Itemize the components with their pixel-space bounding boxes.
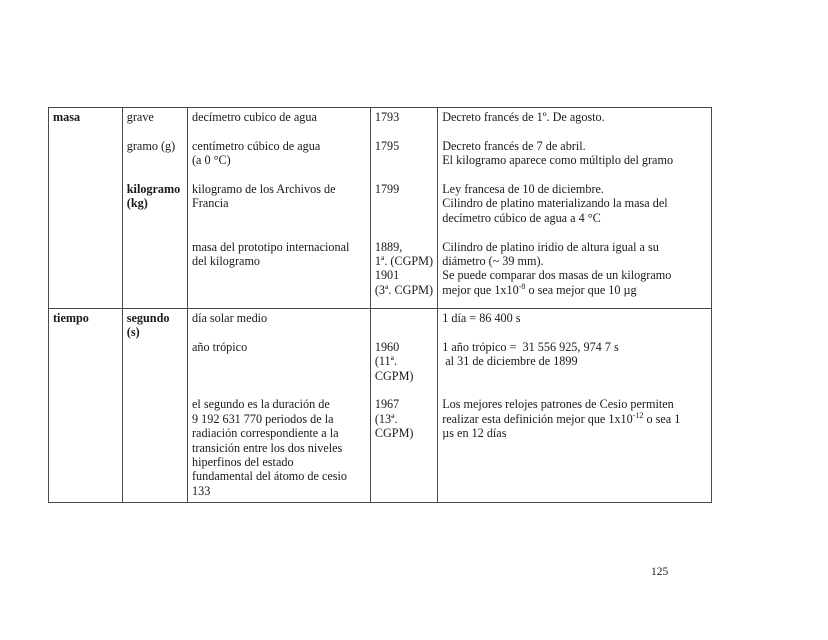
exponent: -8 [518,281,526,291]
note-fragment: realizar esta definición mejor que 1x10 [442,411,633,426]
unit-name: gramo (g) [126,138,176,153]
quantity-cell [49,108,123,309]
year-text: CGPM) [374,368,414,383]
note-text: Cilindro de platino materializando la masa del [442,196,668,211]
definition-text: radiación correspondiente a la [192,426,339,441]
note-text: µs en 12 días [442,426,507,441]
definition-text: Francia [192,196,229,211]
note-text: al 31 de diciembre de 1899 [442,354,578,369]
definition-text: kilogramo de los Archivos de [192,182,336,196]
note-text: 1 día = 86 400 s [442,311,521,325]
year-cell [370,309,437,503]
definition-text: del kilogramo [192,254,261,268]
note-text: diámetro (~ 39 mm). [442,254,544,269]
exponent: -12 [632,410,644,420]
definition-text: el segundo es la duración de [192,397,330,412]
note-text: El kilogramo aparece como múltiplo del gramo [442,153,674,168]
year-text: 1889, [374,239,403,254]
year-cell [370,108,437,309]
note-text: Los mejores relojes patrones de Cesio permiten [442,397,674,412]
note-text [442,412,707,426]
table-row-masa [49,108,712,309]
note-text: Se puede comparar dos masas de un kilogramo [442,268,672,283]
definition-text: transición entre los dos niveles [192,440,343,455]
note-text: Decreto francés de 1º. De agosto. [442,110,605,124]
year-text: (11ª. [374,354,398,369]
definition-text: 9 192 631 770 periodos de la [192,411,334,426]
notes-cell [438,108,712,309]
note-text: Decreto francés de 7 de abril. [442,138,586,153]
unit-cell [122,309,187,503]
definition-text: hiperfinos del estado [192,455,294,469]
year-text: (13ª. [374,411,398,426]
year-text: 1967 [374,397,400,412]
definition-text: centímetro cúbico de agua [192,138,321,153]
page-number: 125 [651,566,669,578]
quantity-cell [49,309,123,503]
unit-symbol: (s) [126,325,140,340]
quantity-label: masa [53,110,81,124]
note-text: Ley francesa de 10 de diciembre. [442,182,604,196]
definition-text: masa del prototipo internacional [192,239,350,254]
definition-text: decímetro cubico de agua [192,110,317,124]
definition-cell [188,108,371,309]
year-text: 1795 [374,138,400,153]
definition-text: (a 0 °C) [192,153,231,168]
note-text [442,283,707,297]
unit-name: kilogramo [126,181,181,196]
unit-name: segundo [126,311,170,325]
table-row-tiempo [49,309,712,503]
note-text: decímetro cúbico de agua a 4 °C [442,210,601,225]
year-text: 1ª. (CGPM) [374,253,434,268]
definition-cell [188,309,371,503]
year-text: 1799 [374,181,400,196]
year-text: CGPM) [374,426,414,441]
note-fragment: mejor que 1x10 [442,282,519,297]
units-history-table [48,107,712,503]
unit-cell [122,108,187,309]
definition-text: día solar medio [192,311,268,325]
definition-text: 133 [192,483,211,498]
unit-name: grave [126,110,154,124]
year-text: 1793 [374,110,400,124]
year-text: 1901 [374,268,400,283]
note-fragment: o sea mejor que 10 µg [525,282,637,297]
note-text: 1 año trópico = 31 556 925, 974 7 s [442,339,619,354]
note-fragment: o sea 1 [643,411,681,426]
unit-symbol: (kg) [126,196,148,211]
note-text: Cilindro de platino iridio de altura igual a su [442,239,659,254]
year-text: 1960 [374,339,400,354]
notes-cell [438,309,712,503]
definition-text: fundamental del átomo de cesio [192,469,347,484]
definition-text: año trópico [192,339,248,354]
quantity-label: tiempo [53,311,89,325]
year-text: (3ª. CGPM) [374,282,434,297]
